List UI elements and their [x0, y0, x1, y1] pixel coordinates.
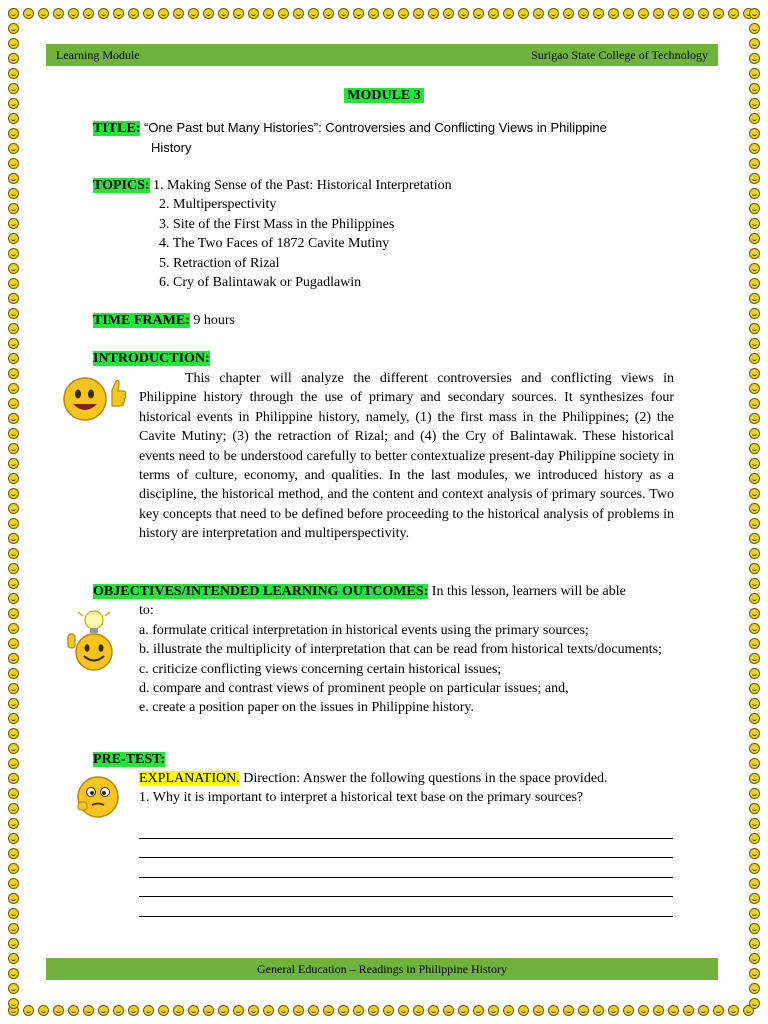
border-smiley-icon [749, 848, 760, 859]
border-smiley-icon [308, 1005, 319, 1016]
border-smiley-icon [638, 1005, 649, 1016]
border-smiley-icon [113, 8, 124, 19]
border-smiley-icon [8, 143, 19, 154]
border-smiley-icon [749, 968, 760, 979]
border-smiley-icon [473, 1005, 484, 1016]
border-smiley-icon [8, 758, 19, 769]
smiley-thinking-icon [70, 772, 126, 822]
border-smiley-icon [749, 458, 760, 469]
border-smiley-icon [8, 938, 19, 949]
border-smiley-icon [749, 593, 760, 604]
border-smiley-icon [548, 8, 559, 19]
border-smiley-icon [8, 518, 19, 529]
border-smiley-icon [8, 803, 19, 814]
border-smiley-icon [8, 23, 19, 34]
topic-item: 1. Making Sense of the Past: Historical Interpretation [153, 178, 452, 193]
border-smiley-icon [278, 8, 289, 19]
border-smiley-icon [8, 38, 19, 49]
border-smiley-icon [398, 1005, 409, 1016]
border-smiley-icon [8, 923, 19, 934]
border-smiley-icon [749, 128, 760, 139]
border-smiley-icon [749, 578, 760, 589]
border-smiley-icon [8, 338, 19, 349]
border-smiley-icon [563, 1005, 574, 1016]
border-smiley-icon [443, 8, 454, 19]
footer-text: General Education – Readings in Philippine History [257, 961, 507, 976]
border-smiley-icon [683, 8, 694, 19]
border-smiley-icon [749, 728, 760, 739]
border-smiley-icon [668, 8, 679, 19]
border-smiley-icon [278, 1005, 289, 1016]
border-smiley-icon [698, 1005, 709, 1016]
top-border [6, 6, 762, 21]
border-smiley-icon [749, 863, 760, 874]
topic-item: 2. Multiperspectivity [159, 197, 277, 213]
border-smiley-icon [8, 443, 19, 454]
topic-item: 4. The Two Faces of 1872 Cavite Mutiny [159, 236, 390, 252]
border-smiley-icon [38, 8, 49, 19]
border-smiley-icon [8, 128, 19, 139]
border-smiley-icon [749, 233, 760, 244]
border-smiley-icon [749, 248, 760, 259]
border-smiley-icon [68, 1005, 79, 1016]
border-smiley-icon [8, 233, 19, 244]
objectives-lead: In this lesson, learners will be able [431, 584, 626, 599]
border-smiley-icon [8, 563, 19, 574]
border-smiley-icon [8, 383, 19, 394]
border-smiley-icon [749, 548, 760, 559]
title-text-line2: History [151, 140, 192, 155]
title-row [93, 118, 607, 138]
border-smiley-icon [323, 8, 334, 19]
border-smiley-icon [8, 983, 19, 994]
border-smiley-icon [338, 8, 349, 19]
border-smiley-icon [8, 878, 19, 889]
border-smiley-icon [749, 908, 760, 919]
border-smiley-icon [8, 8, 19, 19]
border-smiley-icon [8, 533, 19, 544]
border-smiley-icon [428, 8, 439, 19]
topics-row [93, 176, 452, 195]
objective-item: b. illustrate the multiplicity of interpretation that can be read from historical texts/documents; [139, 642, 662, 658]
border-smiley-icon [749, 173, 760, 184]
smiley-thumbs-up-icon [60, 372, 130, 424]
border-smiley-icon [749, 368, 760, 379]
border-smiley-icon [308, 8, 319, 19]
border-smiley-icon [8, 998, 19, 1009]
title-label: TITLE: [93, 121, 141, 136]
border-smiley-icon [749, 773, 760, 784]
border-smiley-icon [8, 278, 19, 289]
border-smiley-icon [233, 8, 244, 19]
objectives-row [93, 582, 626, 601]
answer-line[interactable] [139, 857, 673, 858]
border-smiley-icon [23, 8, 34, 19]
border-smiley-icon [749, 428, 760, 439]
border-smiley-icon [8, 818, 19, 829]
border-smiley-icon [218, 8, 229, 19]
border-smiley-icon [728, 1005, 739, 1016]
border-smiley-icon [749, 743, 760, 754]
smiley-lightbulb-icon [58, 606, 130, 672]
objective-item: e. create a position paper on the issues in Philippine history. [139, 700, 475, 716]
module-label: MODULE 3 [344, 88, 424, 103]
right-border [747, 6, 762, 1018]
border-smiley-icon [749, 758, 760, 769]
title-text: “One Past but Many Histories”: Controversies and Conflicting Views in Philippine [143, 120, 607, 135]
objectives-lead-cont: to: [139, 603, 154, 619]
border-smiley-icon [749, 413, 760, 424]
border-smiley-icon [8, 608, 19, 619]
border-smiley-icon [713, 1005, 724, 1016]
border-smiley-icon [533, 1005, 544, 1016]
topic-item: 6. Cry of Balintawak or Pugadlawin [159, 275, 362, 290]
border-smiley-icon [428, 1005, 439, 1016]
answer-line[interactable] [139, 896, 673, 897]
border-smiley-icon [749, 818, 760, 829]
border-smiley-icon [749, 533, 760, 544]
objectives-label: OBJECTIVES/INTENDED LEARNING OUTCOMES: [93, 584, 429, 599]
border-smiley-icon [749, 263, 760, 274]
border-smiley-icon [749, 353, 760, 364]
border-smiley-icon [533, 8, 544, 19]
border-smiley-icon [8, 503, 19, 514]
border-smiley-icon [368, 1005, 379, 1016]
border-smiley-icon [653, 1005, 664, 1016]
border-smiley-icon [8, 368, 19, 379]
border-smiley-icon [8, 578, 19, 589]
border-smiley-icon [173, 1005, 184, 1016]
border-smiley-icon [263, 1005, 274, 1016]
border-smiley-icon [749, 293, 760, 304]
time-frame-value: 9 hours [193, 313, 235, 328]
border-smiley-icon [8, 893, 19, 904]
border-smiley-icon [749, 338, 760, 349]
border-smiley-icon [8, 53, 19, 64]
border-smiley-icon [8, 713, 19, 724]
border-smiley-icon [8, 953, 19, 964]
border-smiley-icon [749, 638, 760, 649]
border-smiley-icon [503, 1005, 514, 1016]
border-smiley-icon [8, 488, 19, 499]
border-smiley-icon [248, 8, 259, 19]
border-smiley-icon [8, 653, 19, 664]
time-frame-label: TIME FRAME: [93, 313, 190, 328]
border-smiley-icon [203, 1005, 214, 1016]
header-right: Surigao State College of Technology [531, 47, 708, 62]
border-smiley-icon [749, 608, 760, 619]
border-smiley-icon [98, 8, 109, 19]
border-smiley-icon [749, 683, 760, 694]
border-smiley-icon [488, 8, 499, 19]
border-smiley-icon [323, 1005, 334, 1016]
border-smiley-icon [8, 353, 19, 364]
border-smiley-icon [8, 188, 19, 199]
border-smiley-icon [218, 1005, 229, 1016]
border-smiley-icon [749, 788, 760, 799]
border-smiley-icon [8, 773, 19, 784]
border-smiley-icon [8, 683, 19, 694]
header-bar [46, 44, 718, 66]
border-smiley-icon [548, 1005, 559, 1016]
border-smiley-icon [749, 803, 760, 814]
border-smiley-icon [8, 458, 19, 469]
border-smiley-icon [8, 173, 19, 184]
border-smiley-icon [53, 8, 64, 19]
border-smiley-icon [8, 473, 19, 484]
border-smiley-icon [749, 473, 760, 484]
border-smiley-icon [8, 158, 19, 169]
border-smiley-icon [8, 743, 19, 754]
border-smiley-icon [749, 938, 760, 949]
border-smiley-icon [749, 113, 760, 124]
objective-item: a. formulate critical interpretation in historical events using the primary sources; [139, 622, 589, 638]
border-smiley-icon [749, 38, 760, 49]
border-smiley-icon [749, 878, 760, 889]
border-smiley-icon [608, 8, 619, 19]
border-smiley-icon [749, 158, 760, 169]
objective-item: c. criticize conflicting views concerning certain historical issues; [139, 661, 502, 677]
border-smiley-icon [338, 1005, 349, 1016]
border-smiley-icon [353, 8, 364, 19]
pretest-label: PRE-TEST: [93, 752, 166, 767]
header-left: Learning Module [56, 47, 140, 62]
module-label-row [0, 86, 768, 105]
border-smiley-icon [608, 1005, 619, 1016]
border-smiley-icon [8, 728, 19, 739]
border-smiley-icon [749, 203, 760, 214]
border-smiley-icon [8, 248, 19, 259]
footer-bar [46, 958, 718, 980]
border-smiley-icon [749, 23, 760, 34]
pretest-heading-row [93, 750, 165, 769]
border-smiley-icon [749, 953, 760, 964]
topic-item: 3. Site of the First Mass in the Philippines [159, 216, 395, 232]
border-smiley-icon [593, 1005, 604, 1016]
border-smiley-icon [8, 668, 19, 679]
pretest-question: 1. Why it is important to interpret a historical text base on the primary sources? [139, 790, 584, 806]
border-smiley-icon [383, 1005, 394, 1016]
border-smiley-icon [128, 8, 139, 19]
border-smiley-icon [53, 1005, 64, 1016]
pretest-explanation-row [139, 769, 608, 788]
border-smiley-icon [728, 8, 739, 19]
border-smiley-icon [488, 1005, 499, 1016]
border-smiley-icon [188, 1005, 199, 1016]
border-smiley-icon [518, 1005, 529, 1016]
border-smiley-icon [713, 8, 724, 19]
border-smiley-icon [8, 218, 19, 229]
border-smiley-icon [8, 413, 19, 424]
border-smiley-icon [749, 278, 760, 289]
border-smiley-icon [83, 1005, 94, 1016]
border-smiley-icon [23, 1005, 34, 1016]
border-smiley-icon [143, 1005, 154, 1016]
border-smiley-icon [749, 503, 760, 514]
border-smiley-icon [8, 323, 19, 334]
border-smiley-icon [563, 8, 574, 19]
border-smiley-icon [143, 8, 154, 19]
border-smiley-icon [263, 8, 274, 19]
border-smiley-icon [8, 968, 19, 979]
border-smiley-icon [458, 1005, 469, 1016]
border-smiley-icon [578, 1005, 589, 1016]
border-smiley-icon [578, 8, 589, 19]
border-smiley-icon [8, 833, 19, 844]
border-smiley-icon [518, 8, 529, 19]
border-smiley-icon [623, 8, 634, 19]
border-smiley-icon [749, 518, 760, 529]
border-smiley-icon [8, 203, 19, 214]
border-smiley-icon [593, 8, 604, 19]
border-smiley-icon [188, 8, 199, 19]
border-smiley-icon [749, 833, 760, 844]
border-smiley-icon [398, 8, 409, 19]
border-smiley-icon [638, 8, 649, 19]
border-smiley-icon [749, 218, 760, 229]
border-smiley-icon [749, 653, 760, 664]
border-smiley-icon [353, 1005, 364, 1016]
border-smiley-icon [383, 8, 394, 19]
border-smiley-icon [749, 563, 760, 574]
border-smiley-icon [128, 1005, 139, 1016]
border-smiley-icon [8, 428, 19, 439]
border-smiley-icon [368, 8, 379, 19]
introduction-paragraph [139, 369, 674, 544]
border-smiley-icon [8, 623, 19, 634]
border-smiley-icon [668, 1005, 679, 1016]
border-smiley-icon [749, 893, 760, 904]
border-smiley-icon [443, 1005, 454, 1016]
border-smiley-icon [8, 863, 19, 874]
border-smiley-icon [8, 263, 19, 274]
direction-text: Direction: Answer the following questions in the space provided. [243, 771, 608, 786]
border-smiley-icon [158, 8, 169, 19]
topics-label: TOPICS: [93, 178, 150, 193]
border-smiley-icon [8, 908, 19, 919]
border-smiley-icon [8, 113, 19, 124]
introduction-heading-row [93, 349, 210, 368]
border-smiley-icon [113, 1005, 124, 1016]
border-smiley-icon [293, 1005, 304, 1016]
border-smiley-icon [8, 848, 19, 859]
border-smiley-icon [98, 1005, 109, 1016]
border-smiley-icon [623, 1005, 634, 1016]
border-smiley-icon [653, 8, 664, 19]
border-smiley-icon [749, 143, 760, 154]
border-smiley-icon [173, 8, 184, 19]
border-smiley-icon [749, 68, 760, 79]
border-smiley-icon [233, 1005, 244, 1016]
time-frame-row [93, 311, 235, 330]
border-smiley-icon [293, 8, 304, 19]
border-smiley-icon [8, 593, 19, 604]
border-smiley-icon [683, 1005, 694, 1016]
border-smiley-icon [8, 788, 19, 799]
introduction-label: INTRODUCTION: [93, 351, 210, 366]
border-smiley-icon [749, 323, 760, 334]
border-smiley-icon [749, 308, 760, 319]
border-smiley-icon [158, 1005, 169, 1016]
border-smiley-icon [473, 8, 484, 19]
border-smiley-icon [749, 623, 760, 634]
border-smiley-icon [503, 8, 514, 19]
border-smiley-icon [203, 8, 214, 19]
border-smiley-icon [749, 8, 760, 19]
answer-line[interactable] [139, 916, 673, 917]
border-smiley-icon [248, 1005, 259, 1016]
border-smiley-icon [749, 998, 760, 1009]
border-smiley-icon [68, 8, 79, 19]
explanation-label: EXPLANATION. [139, 771, 240, 786]
border-smiley-icon [8, 698, 19, 709]
border-smiley-icon [8, 548, 19, 559]
objectives-list [139, 601, 674, 717]
border-smiley-icon [8, 68, 19, 79]
border-smiley-icon [749, 53, 760, 64]
border-smiley-icon [38, 1005, 49, 1016]
border-smiley-icon [83, 8, 94, 19]
border-smiley-icon [749, 383, 760, 394]
border-smiley-icon [749, 713, 760, 724]
border-smiley-icon [749, 488, 760, 499]
border-smiley-icon [749, 443, 760, 454]
objective-item: d. compare and contrast views of prominent people on particular issues; and, [139, 681, 569, 697]
border-smiley-icon [749, 923, 760, 934]
introduction-text: This chapter will analyze the different controversies and conflicting views in Philippine history through the use of primary and secondary sources. It synthesizes four historical events in Philippine history, namely, (1) the first mass in the Philippines; (2) the Cavite Mutiny; (3) the retraction of Rizal; and (4) the Cry of Balintawak. These historical events need to be understood carefully to better contextualize present-day Philippine society in terms of culture, economy, and qualities. In the last modules, we introduced history as a discipline, the historical method, and the content and context analysis of primary sources. Two key concepts that need to be defined before proceeding to the historical analysis of problems in history are interpretation and multiperspectivity. [139, 371, 674, 542]
answer-line[interactable] [139, 877, 673, 878]
border-smiley-icon [8, 638, 19, 649]
border-smiley-icon [698, 8, 709, 19]
left-border [6, 6, 21, 1018]
topic-item: 5. Retraction of Rizal [159, 255, 280, 271]
answer-line[interactable] [139, 838, 673, 839]
border-smiley-icon [8, 308, 19, 319]
border-smiley-icon [749, 983, 760, 994]
border-smiley-icon [8, 398, 19, 409]
border-smiley-icon [458, 8, 469, 19]
bottom-border [6, 1003, 762, 1018]
border-smiley-icon [8, 293, 19, 304]
border-smiley-icon [749, 188, 760, 199]
border-smiley-icon [749, 668, 760, 679]
border-smiley-icon [749, 398, 760, 409]
border-smiley-icon [413, 8, 424, 19]
border-smiley-icon [749, 698, 760, 709]
border-smiley-icon [413, 1005, 424, 1016]
